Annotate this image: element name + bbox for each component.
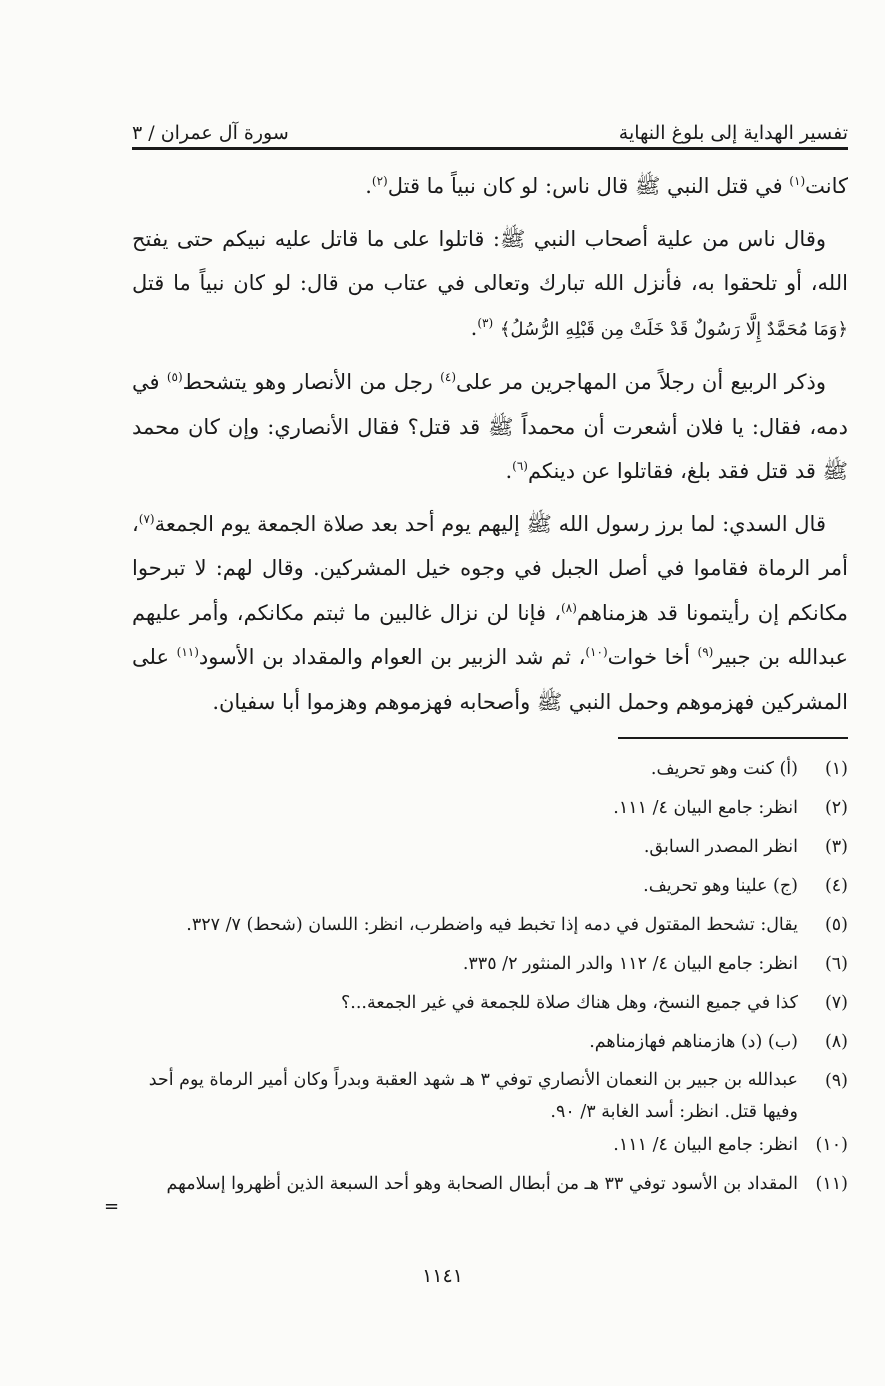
- footnote-text: يقال: تشحط المقتول في دمه إذا تخبط فيه واضطرب، انظر: اللسان (شحط) ٧/ ٣٢٧.: [186, 915, 798, 935]
- footnote-ref-2: (٢): [371, 174, 388, 188]
- footnote-item: [110, 1025, 848, 1064]
- footnote-item: [110, 986, 848, 1025]
- continuation-mark: =: [104, 1196, 120, 1217]
- paragraph-4: [132, 502, 848, 725]
- footnote-number: (٣): [824, 837, 848, 857]
- footnote-text: انظر: جامع البيان ٤/ ١١٢ والدر المنثور ٢/ ٣٣٥.: [462, 954, 798, 974]
- text-run: ، ثم شد الزبير بن العوام والمقداد بن الأسود: [198, 645, 586, 669]
- footnote-text: كذا في جميع النسخ، وهل هناك صلاة للجمعة في غير الجمعة...؟: [341, 993, 798, 1013]
- footnote-item: [110, 869, 848, 908]
- footnote-text: عبدالله بن جبير بن النعمان الأنصاري توفي ٣ هـ شهد العقبة وبدراً وكان أمير الرماة يوم أحد وفيها قتل. انظر: أسد الغابة ٣/ ٩٠.: [148, 1070, 798, 1122]
- footnote-number: (٤): [824, 876, 848, 896]
- footnote-number: (٧): [824, 993, 848, 1013]
- footnote-ref-6: (٦): [512, 459, 528, 473]
- paragraph-2: [132, 217, 848, 353]
- footnote-text: (أ) كنت وهو تحريف.: [650, 759, 798, 779]
- footnote-ref-5: (٥): [166, 370, 183, 384]
- footnote-ref-10: (١٠): [585, 645, 608, 659]
- footnote-item: [110, 1064, 848, 1128]
- footnote-ref-9: (٩): [697, 645, 714, 659]
- book-title: تفسير الهداية إلى بلوغ النهاية: [618, 122, 848, 144]
- footnote-number: (١٠): [815, 1135, 848, 1155]
- footnote-item: [110, 1167, 848, 1206]
- footnote-text: (ج) علينا وهو تحريف.: [643, 876, 798, 896]
- footnote-text: انظر: جامع البيان ٤/ ١١١.: [613, 1135, 798, 1155]
- text-run: كانت: [805, 174, 848, 198]
- text-run: .: [505, 459, 513, 483]
- footnote-text: انظر: جامع البيان ٤/ ١١١.: [613, 798, 798, 818]
- footnote-number: (٥): [824, 915, 848, 935]
- footnote-item: [110, 791, 848, 830]
- text-run: .: [365, 174, 372, 198]
- footnote-item: [110, 830, 848, 869]
- footnote-ref-7: (٧): [138, 511, 155, 526]
- footnote-item: [110, 908, 848, 947]
- footnote-number: (٢): [824, 798, 848, 818]
- text-run: في دمه، فقال: يا فلان أشعرت أن محمداً ﷺ قد قتل؟ فقال الأنصاري: وإن كان محمد ﷺ قد قتل فقد بلغ، فقاتلوا عن دينكم: [132, 370, 848, 483]
- footnote-number: (٦): [824, 954, 848, 974]
- footnote-text: المقداد بن الأسود توفي ٣٣ هـ من أبطال الصحابة وهو أحد السبعة الذين أظهروا إسلامهم: [166, 1174, 798, 1194]
- text-run: قال السدي: لما برز رسول الله ﷺ إليهم يوم أحد بعد صلاة الجمعة يوم الجمعة: [154, 511, 826, 536]
- footnote-ref-4: (٤): [440, 370, 456, 384]
- footnote-number: (٨): [824, 1032, 848, 1052]
- footnote-item: [110, 1128, 848, 1167]
- text-run: .: [470, 315, 478, 340]
- main-text: [132, 164, 848, 732]
- paragraph-1: [132, 164, 848, 209]
- text-run: ، أمر الرماة فقاموا في أصل الجبل في وجوه خيل المشركين. وقال لهم: لا تبرحوا مكانكم إن رأيتمونا قد هزمناهم: [132, 511, 848, 625]
- footnote-number: (٩): [824, 1071, 848, 1091]
- footnote-text: انظر المصدر السابق.: [643, 837, 798, 857]
- footnote-item: [110, 947, 848, 986]
- footnote-separator: [618, 737, 848, 739]
- text-run: وذكر الربيع أن رجلاً من المهاجرين مر على: [456, 370, 826, 394]
- running-header: [132, 104, 848, 144]
- footnote-ref-8: (٨): [561, 600, 577, 615]
- text-run: أخا خوات: [607, 645, 698, 669]
- text-run: ، فإنا لن نزال غالبين ما ثبتم مكانكم، وأمر عليهم عبدالله بن جبير: [132, 600, 849, 669]
- quran-verse: ﴿وَمَا مُحَمَّدٌ إِلَّا رَسُولٌ قَدْ خَلَتْ مِن قَبْلِهِ الرُّسُلُ﴾: [499, 318, 848, 340]
- footnote-text: (ب) (د) هازمناهم فهازمناهم.: [589, 1032, 798, 1052]
- text-run: رجل من الأنصار وهو يتشحط: [182, 370, 441, 394]
- footnote-ref-3: (٣): [477, 315, 494, 330]
- footnote-item: [110, 752, 848, 791]
- surah-label: سورة آل عمران / ٣: [132, 122, 289, 144]
- text-run: في قتل النبي ﷺ قال ناس: لو كان نبياً ما قتل: [387, 174, 790, 198]
- footnote-ref-11: (١١): [176, 645, 199, 659]
- footnote-ref-1: (١): [789, 174, 806, 188]
- footnote-number: (١١): [815, 1174, 848, 1194]
- footnote-number: (١): [824, 759, 848, 779]
- text-run: وقال ناس من علية أصحاب النبي ﷺ: قاتلوا على ما قاتل عليه نبيكم حتى يفتح الله، أو تلحقوا به، فأنزل الله تبارك وتعالى في عتاب من قال: لو كان نبياً ما قتل: [132, 226, 848, 295]
- page-number: ١١٤١: [422, 1265, 463, 1287]
- text-run: على المشركين فهزموهم وحمل النبي ﷺ وأصحابه فهزموهم وهزموا أبا سفيان.: [132, 645, 848, 714]
- header-rule: [132, 147, 848, 150]
- footnotes: [110, 752, 848, 1206]
- paragraph-3: [132, 360, 848, 494]
